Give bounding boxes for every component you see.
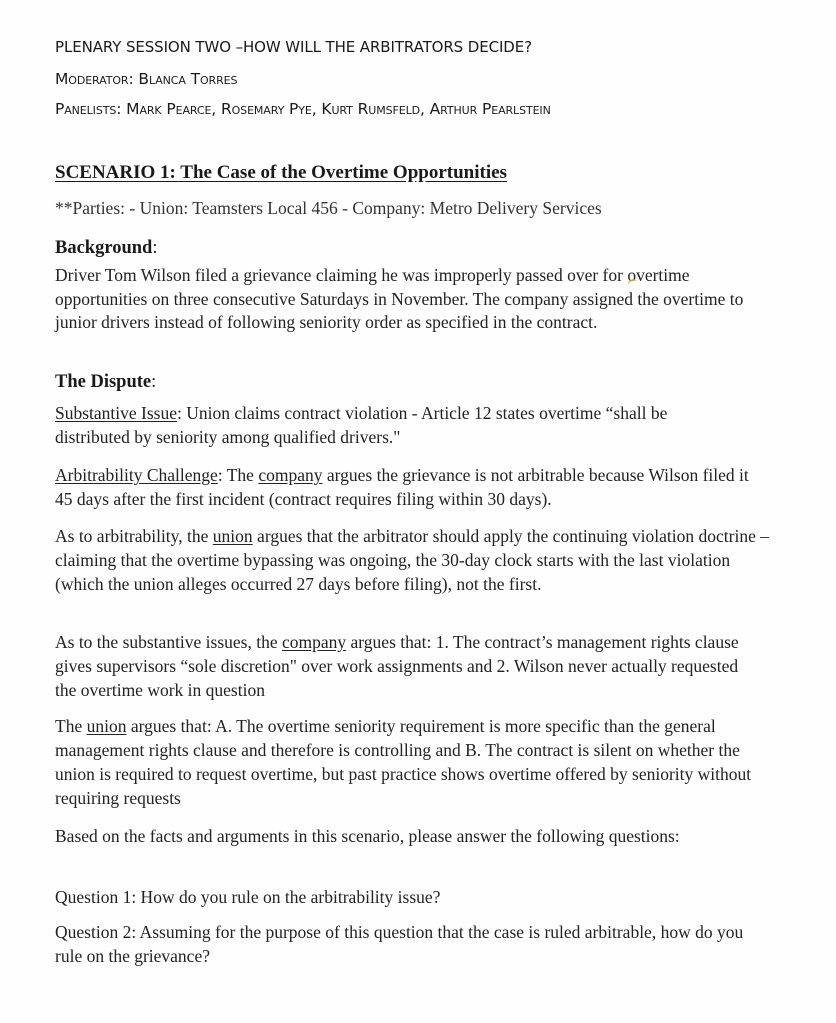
parties-line: **Parties: - Union: Teamsters Local 456 - Company: Metro Delivery Services [55, 198, 602, 218]
background-heading-text: Background [55, 238, 153, 258]
substantive-issue-label: Substantive Issue [55, 403, 178, 423]
union-substantive-party: union [86, 716, 127, 736]
questions-intro: Based on the facts and arguments in this scenario, please answer the following questions: [55, 826, 680, 846]
background-heading-colon: : [152, 238, 158, 258]
arbitrability-party: company [258, 465, 323, 485]
question-2: Question 2: Assuming for the purpose of this question that the case is ruled arbitrable, how do you rule on the grievance? [55, 922, 744, 966]
union-arbitrability-post: argues that the arbitrator should apply the continuing violation doctrine – claiming that the overtime bypassing was ongoing, the 30-day clock starts with the last violation (which the union alleges occurred 27 days before filing), not the first. [55, 526, 769, 594]
background-heading [55, 238, 157, 259]
union-arbitrability-pre: As to arbitrability, the [55, 526, 213, 546]
company-substantive-party: company [282, 632, 347, 652]
arbitrability-challenge-paragraph [55, 464, 755, 511]
substantive-issue-text: : Union claims contract violation - Article 12 states overtime “shall be distributed by seniority among qualified drivers." [55, 403, 668, 447]
panelists-line [55, 100, 551, 118]
question-1: Question 1: How do you rule on the arbitrability issue? [55, 887, 441, 907]
arbitrability-text-post: argues the grievance is not arbitrable because Wilson filed it 45 days after the first incident (contract requires filing within 30 days). [55, 465, 749, 509]
dispute-heading-text: The Dispute [55, 372, 152, 392]
company-substantive-paragraph [55, 630, 755, 702]
background-paragraph: Driver Tom Wilson filed a grievance claiming he was improperly passed over for overtime opportunities on three consecutive Saturdays in November. The company assigned the overtime to junior drivers instead of following seniority order as specified in the contract. [55, 265, 744, 332]
scenario-title: SCENARIO 1: The Case of the Overtime Opportunities [55, 162, 507, 183]
moderator-line [55, 70, 237, 88]
union-arbitrability-party: union [212, 526, 253, 546]
company-substantive-pre: As to the substantive issues, the [55, 632, 282, 652]
moderator-label: Moderator: [55, 70, 134, 88]
dispute-heading [55, 372, 156, 393]
union-substantive-pre: The [55, 716, 87, 736]
panelists-names: Mark Pearce, Rosemary Pye, Kurt Rumsfeld, Arthur Pearlstein [126, 100, 551, 118]
union-arbitrability-paragraph [55, 524, 770, 596]
union-substantive-paragraph [55, 714, 770, 810]
moderator-name: Blanca Torres [138, 70, 238, 88]
arbitrability-text-pre: : The [217, 465, 259, 485]
substantive-issue-paragraph [55, 402, 745, 449]
panelists-label: Panelists: [55, 100, 122, 118]
company-substantive-post: argues that: 1. The contract’s management rights clause gives supervisors “sole discretion" over work assignments and 2. Wilson never actually requested the overtime work in question [55, 632, 739, 700]
union-substantive-post: argues that: A. The overtime seniority requirement is more specific than the general management rights clause and therefore is controlling and B. The contract is silent on whether the union is required to request overtime, but past practice shows overtime offered by seniority without requiring requests [55, 716, 752, 808]
arbitrability-challenge-label: Arbitrability Challenge [55, 465, 218, 485]
session-title: PLENARY SESSION TWO –HOW WILL THE ARBITRATORS DECIDE? [55, 38, 532, 56]
dispute-heading-colon: : [151, 372, 157, 392]
